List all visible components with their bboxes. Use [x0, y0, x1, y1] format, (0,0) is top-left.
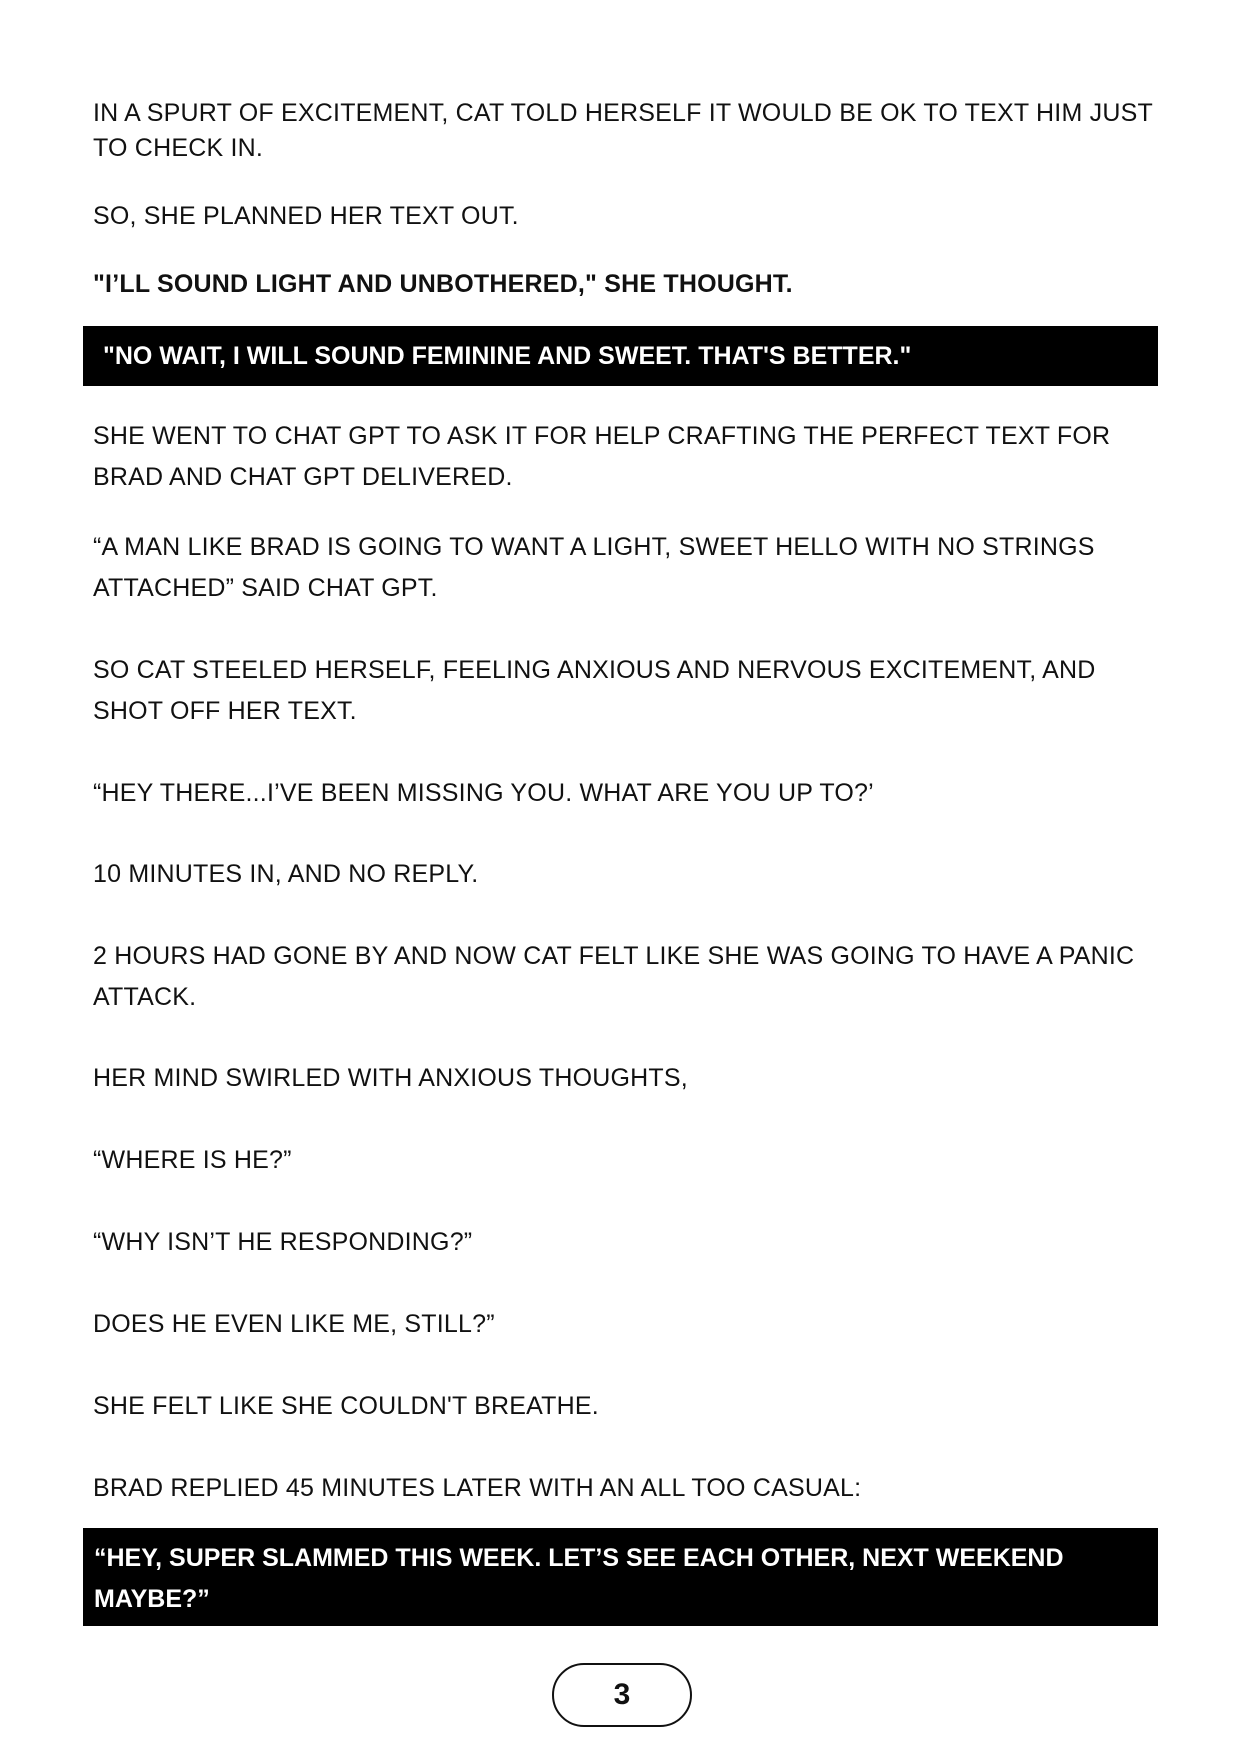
paragraph-chat-gpt-quote: “A MAN LIKE BRAD IS GOING TO WANT A LIGHT, SWEET HELLO WITH NO STRINGS ATTACHED” SAID CHAT GPT.: [93, 533, 1095, 602]
paragraph-intro: IN A SPURT OF EXCITEMENT, CAT TOLD HERSELF IT WOULD BE OK TO TEXT HIM JUST TO CHECK IN.: [93, 99, 1153, 162]
page-number: 3: [552, 1663, 692, 1727]
highlight-quote-brad-reply: “HEY, SUPER SLAMMED THIS WEEK. LET’S SEE EACH OTHER, NEXT WEEKEND MAYBE?”: [83, 1528, 1158, 1626]
paragraph-brad-replied: BRAD REPLIED 45 MINUTES LATER WITH AN ALL TOO CASUAL:: [93, 1474, 862, 1502]
paragraph-chat-gpt-help: SHE WENT TO CHAT GPT TO ASK IT FOR HELP CRAFTING THE PERFECT TEXT FOR BRAD AND CHAT GPT DELIVERED.: [93, 422, 1111, 491]
paragraph-two-hours: 2 HOURS HAD GONE BY AND NOW CAT FELT LIKE SHE WAS GOING TO HAVE A PANIC ATTACK.: [93, 942, 1135, 1011]
paragraph-shot-off-text: SO CAT STEELED HERSELF, FEELING ANXIOUS AND NERVOUS EXCITEMENT, AND SHOT OFF HER TEXT.: [93, 656, 1096, 725]
paragraph-where-is-he: “WHERE IS HE?”: [93, 1146, 292, 1174]
paragraph-anxious-thoughts: HER MIND SWIRLED WITH ANXIOUS THOUGHTS,: [93, 1064, 688, 1092]
paragraph-planned-text: SO, SHE PLANNED HER TEXT OUT.: [93, 202, 519, 230]
highlight-quote-feminine: "NO WAIT, I WILL SOUND FEMININE AND SWEET. THAT'S BETTER.": [83, 326, 1158, 386]
paragraph-couldnt-breathe: SHE FELT LIKE SHE COULDN'T BREATHE.: [93, 1392, 599, 1420]
paragraph-why-not-responding: “WHY ISN’T HE RESPONDING?”: [93, 1228, 473, 1256]
paragraph-text-message: “HEY THERE...I’VE BEEN MISSING YOU. WHAT ARE YOU UP TO?’: [93, 779, 874, 807]
paragraph-does-he-like-me: DOES HE EVEN LIKE ME, STILL?”: [93, 1310, 495, 1338]
paragraph-thought: "I’LL SOUND LIGHT AND UNBOTHERED," SHE THOUGHT.: [93, 270, 793, 298]
paragraph-no-reply: 10 MINUTES IN, AND NO REPLY.: [93, 860, 479, 888]
